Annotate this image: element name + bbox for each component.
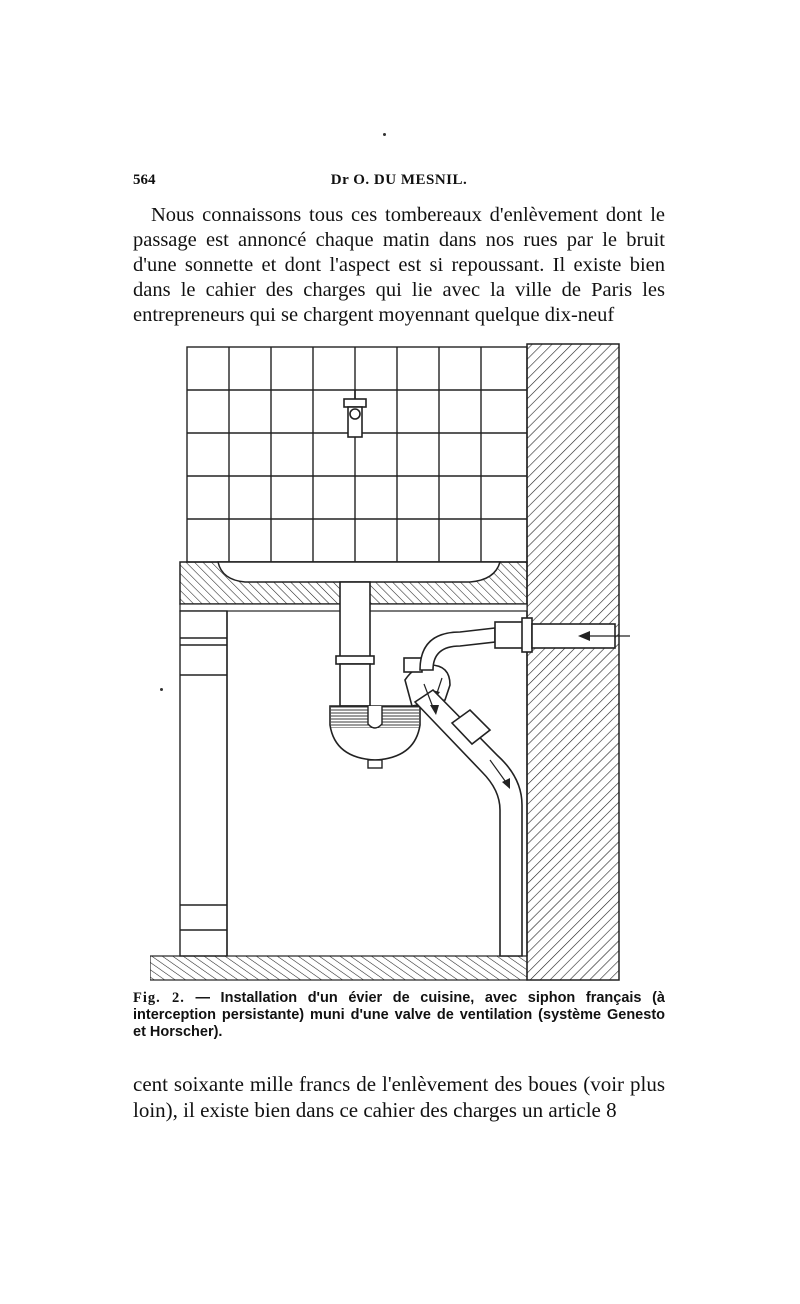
faucet-icon: [344, 390, 366, 460]
sink-installation-figure: [150, 340, 630, 982]
running-head: [133, 172, 665, 189]
drain-pipe: [336, 582, 374, 706]
figure-caption: [133, 990, 665, 1041]
cabinet-column: [180, 611, 227, 956]
speck: [383, 133, 386, 136]
tiled-wall: [187, 347, 527, 562]
paragraph-top: Nous connaissons tous ces tombereaux d'enlèvement dont le passage est annoncé chaque matin dans nos rues par le bruit d'une sonnette et dont l'aspect est si repoussant. Il existe bien dans le cahier des charges qui lie avec la ville de Paris les entrepreneurs qui se chargent moyennant quelque dix-neuf: [133, 204, 665, 326]
paragraph-bottom: cent soixante mille francs de l'enlèvement des boues (voir plus loin), il existe bien dans ce cahier des charges un article 8: [133, 1072, 665, 1122]
figure-label: Fig. 2.: [133, 990, 185, 1006]
hatched-floor: [150, 956, 527, 980]
author-name: O. DU MESNIL.: [353, 172, 468, 188]
speck: [160, 688, 163, 691]
hatched-wall: [527, 344, 619, 980]
page-header: [133, 172, 665, 196]
author-prefix: Dr: [330, 172, 349, 188]
discharge-pipe: [415, 684, 522, 956]
page-number: 564: [133, 172, 156, 188]
siphon-trap: [330, 706, 420, 768]
figure-caption-text: — Installation d'un évier de cuisine, avec siphon français (à interception persistante) muni d'une valve de ventilation (système Genesto et Horscher).: [133, 990, 665, 1040]
